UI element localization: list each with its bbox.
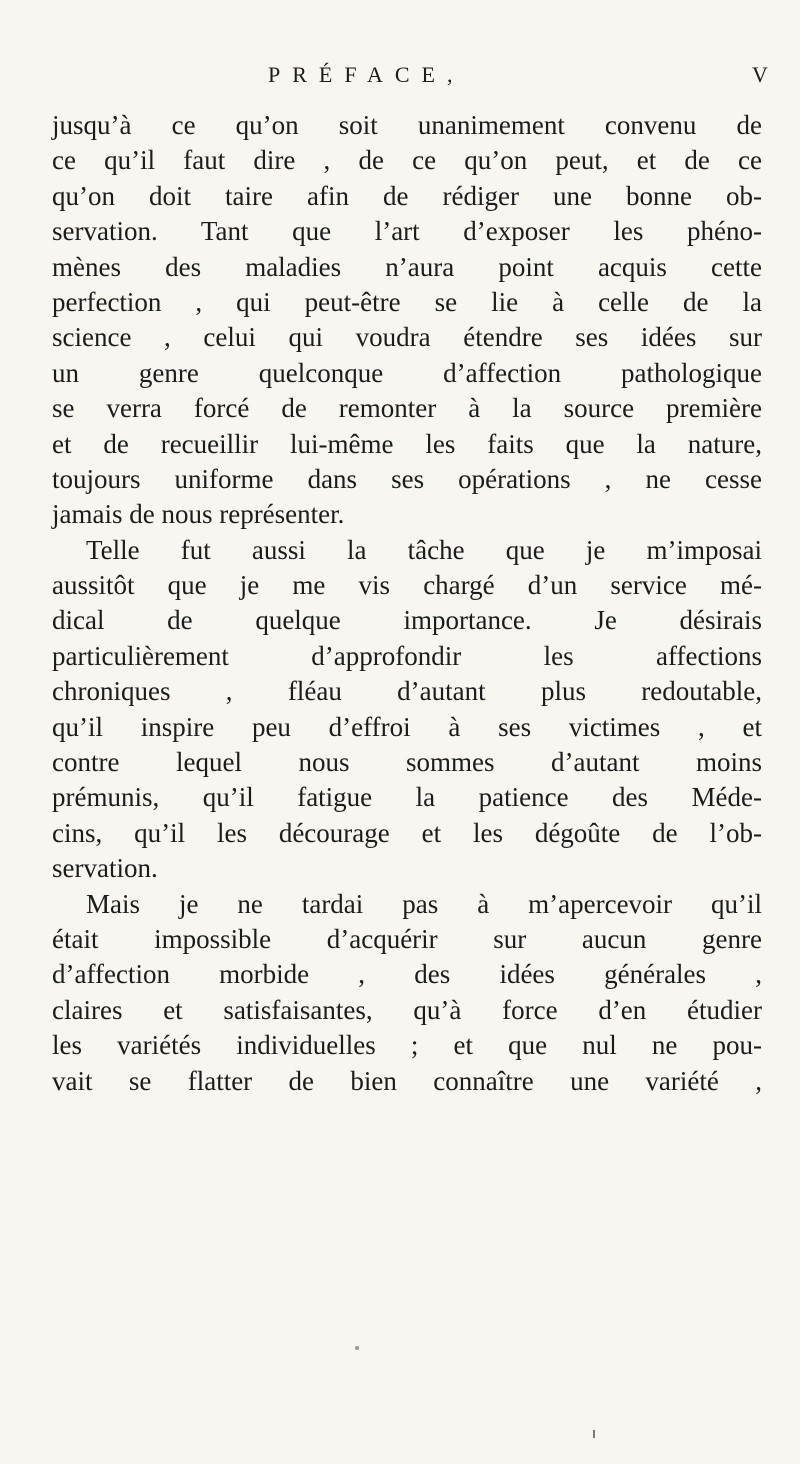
text-line: les variétés individuelles ; et que nul ne pou-	[52, 1030, 762, 1061]
text-line: qu’il inspire peu d’effroi à ses victimes , et	[52, 711, 762, 742]
text-line: prémunis, qu’il fatigue la patience des Méde-	[52, 782, 762, 813]
text-line: contre lequel nous sommes d’autant moins	[52, 747, 762, 778]
text-line: jamais de nous représenter.	[52, 499, 345, 530]
text-line: se verra forcé de remonter à la source première	[52, 393, 762, 424]
text-line: jusqu’à ce qu’on soit unanimement convenu de	[52, 110, 762, 140]
text-line: Mais je ne tardai pas à m’apercevoir qu’il	[86, 888, 762, 919]
text-line: ce qu’il faut dire , de ce qu’on peut, et de ce	[52, 145, 762, 176]
text-line: était impossible d’acquérir sur aucun genre	[52, 923, 762, 954]
text-line: d’affection morbide , des idées générales ,	[52, 959, 762, 990]
ink-speck	[355, 1346, 359, 1350]
text-line: chroniques , fléau d’autant plus redoutable,	[52, 676, 762, 707]
text-line: servation. Tant que l’art d’exposer les phéno-	[52, 216, 762, 247]
text-line: cins, qu’il les décourage et les dégoûte de l’ob-	[52, 817, 762, 848]
text-line: perfection , qui peut-être se lie à celle de la	[52, 286, 762, 317]
page-header	[0, 62, 800, 92]
page-number: V	[752, 62, 768, 87]
text-line: science , celui qui voudra étendre ses idées sur	[52, 322, 762, 353]
body-text	[52, 108, 762, 1099]
text-line: servation.	[52, 853, 158, 884]
text-line: Telle fut aussi la tâche que je m’imposai	[86, 534, 762, 565]
text-line: toujours uniforme dans ses opérations , ne cesse	[52, 463, 762, 494]
text-line: aussitôt que je me vis chargé d’un service mé-	[52, 570, 762, 601]
text-line: vait se flatter de bien connaître une variété ,	[52, 1065, 762, 1096]
text-line: un genre quelconque d’affection pathologique	[52, 357, 762, 388]
text-line: et de recueillir lui-même les faits que la nature,	[52, 428, 762, 459]
text-line: particulièrement d’approfondir les affections	[52, 640, 762, 671]
ink-mark	[593, 1430, 595, 1438]
text-line: qu’on doit taire afin de rédiger une bonne ob-	[52, 180, 762, 211]
text-line: dical de quelque importance. Je désirais	[52, 605, 762, 636]
running-title: PRÉFACE,	[268, 62, 465, 87]
text-line: mènes des maladies n’aura point acquis cette	[52, 251, 762, 282]
text-line: claires et satisfaisantes, qu’à force d’en étudier	[52, 994, 762, 1025]
